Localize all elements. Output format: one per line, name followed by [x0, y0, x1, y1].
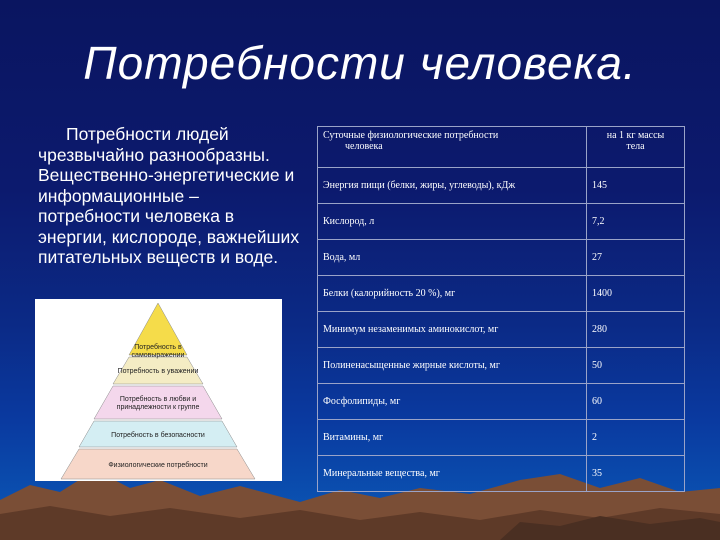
table-row — [318, 348, 685, 384]
row-value: 27 — [587, 240, 685, 276]
pyramid-label-5: Физиологические потребности — [108, 462, 208, 469]
row-value: 7,2 — [587, 204, 685, 240]
table-row — [318, 384, 685, 420]
header-name-line1: Суточные физиологические потребности — [323, 130, 499, 141]
table-row — [318, 204, 685, 240]
table-header-value — [587, 127, 685, 168]
row-name: Полиненасыщенные жирные кислоты, мг — [318, 348, 587, 384]
table-row — [318, 240, 685, 276]
row-value: 35 — [587, 456, 685, 492]
row-name: Минимум незаменимых аминокислот, мг — [318, 312, 587, 348]
pyramid-label-3: Потребность в любви и принадлежности к группе — [116, 396, 200, 411]
intro-text — [38, 124, 300, 268]
slide-title: Потребности человека. — [83, 37, 637, 89]
table-header-row — [318, 127, 685, 168]
needs-table — [317, 126, 685, 492]
table-row — [318, 420, 685, 456]
pyramid-label-2: Потребность в уважении — [117, 368, 199, 375]
row-name: Белки (калорийность 20 %), мг — [318, 276, 587, 312]
table-row — [318, 168, 685, 204]
row-value: 2 — [587, 420, 685, 456]
header-value-line2: тела — [626, 141, 645, 152]
table-row — [318, 276, 685, 312]
row-name: Кислород, л — [318, 204, 587, 240]
table-row — [318, 456, 685, 492]
maslow-pyramid — [35, 299, 282, 481]
row-value: 145 — [587, 168, 685, 204]
row-value: 1400 — [587, 276, 685, 312]
header-name-line2: человека — [345, 141, 383, 152]
row-value: 50 — [587, 348, 685, 384]
row-name: Вода, мл — [318, 240, 587, 276]
row-name: Фосфолипиды, мг — [318, 384, 587, 420]
row-value: 60 — [587, 384, 685, 420]
pyramid-label-4: Потребность в безопасности — [111, 432, 205, 439]
pyramid-label-1: Потребность в самовыражении — [131, 344, 185, 359]
row-name: Энергия пищи (белки, жиры, углеводы), кДж — [318, 168, 587, 204]
row-name: Витамины, мг — [318, 420, 587, 456]
row-name: Минеральные вещества, мг — [318, 456, 587, 492]
intro-text-content: Потребности людей чрезвычайно разнообразны. Вещественно-энергетические и информационные – потребности человека в энергии, кислороде, важнейших питательных веществ и воде. — [38, 124, 300, 267]
table-header-name — [318, 127, 587, 168]
header-value-line1: на 1 кг массы — [606, 130, 665, 141]
table-row — [318, 312, 685, 348]
row-value: 280 — [587, 312, 685, 348]
